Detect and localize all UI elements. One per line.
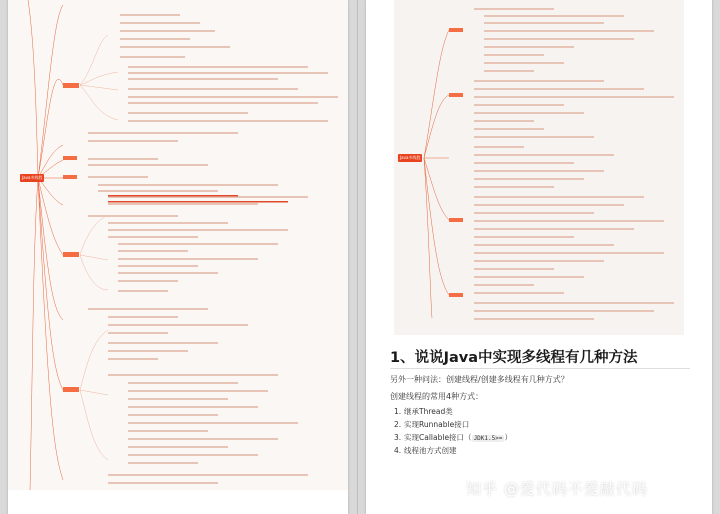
list-item (394, 418, 512, 431)
thread-creation-methods-list (394, 405, 512, 457)
heading-divider (390, 368, 690, 369)
list-item (394, 444, 512, 457)
list-item-text: 线程池方式创建 (404, 446, 457, 455)
section-heading: 1、说说Java中实现多线程有几种方法 (390, 350, 638, 366)
mindmap-root-node: Java多线程 (400, 155, 421, 160)
mindmap-root-node: Java多线程 (22, 175, 43, 180)
mindmap-image-left (8, 0, 348, 490)
right-document-page (366, 0, 712, 514)
zhihu-watermark: 知乎 @爱代码不爱敲代码 (466, 480, 648, 498)
left-document-page (8, 0, 348, 514)
mindmap-connectors-left (8, 0, 348, 490)
inline-code: JDK1.5>= (473, 435, 503, 442)
mindmap-connectors-right (394, 0, 684, 335)
list-item-text-suffix: ） (504, 433, 512, 442)
list-item-number: 3. (394, 433, 402, 442)
list-item (394, 405, 512, 418)
list-item-number: 1. (394, 407, 402, 416)
mindmap-image-right (394, 0, 684, 335)
intro-paragraph-1: 另外一种问法：创建线程/创建多线程有几种方式？ (390, 375, 569, 384)
list-item (394, 431, 512, 444)
list-item-text: 实现Runnable接口 (404, 420, 470, 429)
list-item-number: 2. (394, 420, 402, 429)
list-item-text: 继承Thread类 (404, 407, 453, 416)
page-separator (357, 0, 358, 514)
list-item-number: 4. (394, 446, 402, 455)
intro-paragraph-2: 创建线程的常用4种方式： (390, 392, 484, 401)
list-item-text: 实现Callable接口（ (404, 433, 472, 442)
